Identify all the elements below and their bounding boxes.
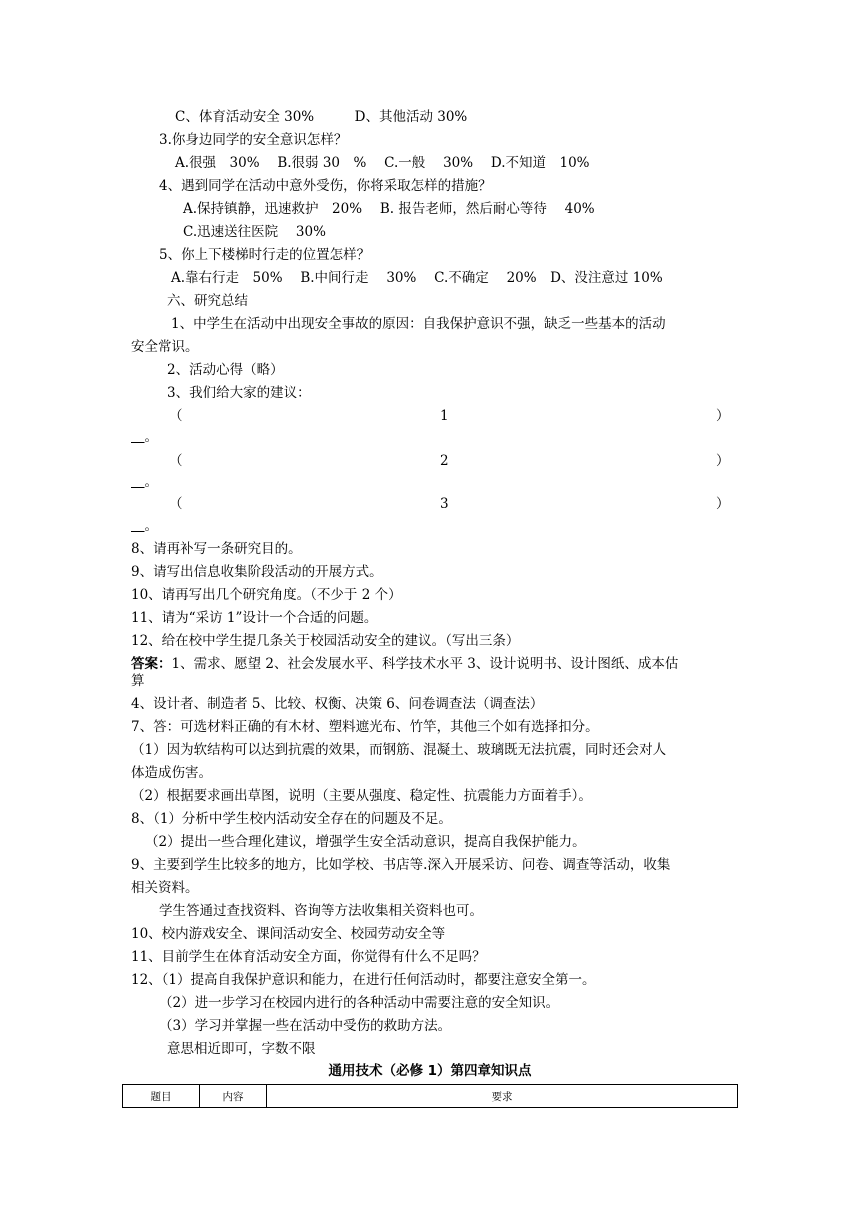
table-header-row (123, 1085, 738, 1108)
suggestion-row-3 (0, 494, 860, 514)
blank-underline: 。 (144, 518, 158, 534)
paren-open: （ (169, 408, 183, 424)
answer-line: 相关资料。 (131, 880, 199, 896)
survey-question-5: 5、你上下楼梯时行走的位置怎样？ (159, 247, 371, 263)
survey-question-4: 4、遇到同学在活动中意外受伤，你将采取怎样的措施？ (159, 178, 492, 194)
summary-item-2: 2、活动心得（略） (167, 362, 284, 378)
answer-line: 8、（1）分析中学生校内活动安全存在的问题及不足。 (131, 811, 452, 827)
answer-line: 10、校内游戏安全、课间活动安全、校园劳动安全等 (131, 926, 446, 942)
answer-line: （3）学习并掌握一些在活动中受伤的救助方法。 (159, 1018, 452, 1034)
answer-label: 答案： (131, 656, 172, 672)
blank-underline: 。 (144, 474, 158, 490)
section-title: 通用技术（必修 1）第四章知识点 (328, 1063, 532, 1079)
survey-option-line: A.很强 30% B.很弱 30 % C.一般 30% D.不知道 10% (175, 155, 590, 171)
answer-line: 12、（1）提高自我保护意识和能力，在进行任何活动时，都要注意安全第一。 (131, 972, 596, 988)
suggestion-number: 3 (440, 496, 449, 512)
table-header-cell: 要求 (267, 1085, 738, 1108)
summary-paragraph: 1、中学生在活动中出现安全事故的原因：自我保护意识不强，缺乏一些基本的活动 (171, 316, 666, 332)
answer-line: 答案：1、需求、愿望 2、社会发展水平、科学技术水平 3、设计说明书、设计图纸、成本估 (131, 656, 679, 672)
answer-line: （2）进一步学习在校园内进行的各种活动中需要注意的安全知识。 (159, 995, 560, 1011)
answer-line: 体造成伤害。 (131, 765, 212, 781)
question-10: 10、请再写出几个研究角度。（不少于 2 个） (131, 587, 402, 603)
survey-question-3: 3.你身边同学的安全意识怎样？ (159, 132, 348, 148)
paren-close: ） (716, 408, 730, 424)
answer-line: 算 (131, 673, 145, 689)
question-12: 12、给在校中学生提几条关于校园活动安全的建议。（写出三条） (131, 633, 520, 649)
paren-close: ） (716, 496, 730, 512)
question-11: 11、请为“采访 1”设计一个合适的问题。 (131, 610, 378, 626)
knowledge-table (122, 1084, 738, 1108)
suggestion-row-1 (0, 406, 860, 426)
paren-open: （ (169, 453, 183, 469)
suggestion-number: 2 (440, 453, 449, 469)
question-8: 8、请再补写一条研究目的。 (131, 541, 302, 557)
summary-item-3: 3、我们给大家的建议： (167, 385, 311, 401)
answer-line: 学生答通过查找资料、咨询等方法收集相关资料也可。 (159, 903, 483, 919)
paren-close: ） (716, 453, 730, 469)
question-9: 9、请写出信息收集阶段活动的开展方式。 (131, 564, 383, 580)
paren-open: （ (169, 496, 183, 512)
survey-option-line: A.靠右行走 50% B.中间行走 30% C.不确定 20% D、没注意过 10% (171, 270, 663, 286)
answer-line: （2）根据要求画出草图，说明（主要从强度、稳定性、抗震能力方面着手）。 (131, 788, 592, 804)
table-header-cell: 内容 (200, 1085, 267, 1108)
summary-paragraph-cont: 安全常识。 (131, 339, 199, 355)
table-header-cell: 题目 (123, 1085, 200, 1108)
answer-line: 4、设计者、制造者 5、比较、权衡、决策 6、问卷调查法（调查法） (131, 696, 544, 712)
section-heading: 六、研究总结 (167, 293, 248, 309)
suggestion-number: 1 (440, 408, 449, 424)
survey-option-line: C、体育活动安全 30% D、其他活动 30% (175, 109, 468, 125)
blank-underline: 。 (144, 429, 158, 445)
answer-line: 9、主要到学生比较多的地方，比如学校、书店等.深入开展采访、问卷、调查等活动，收集 (131, 857, 671, 873)
survey-option-line: A.保持镇静，迅速救护 20% B. 报告老师，然后耐心等待 40% (183, 201, 595, 217)
answer-line: 11、目前学生在体育活动安全方面，你觉得有什么不足吗？ (131, 949, 486, 965)
answer-line: （1）因为软结构可以达到抗震的效果，而钢筋、混凝土、玻璃既无法抗震，同时还会对人 (131, 742, 667, 758)
answer-line: 7、答：可选材料正确的有木材、塑料遮光布、竹竿，其他三个如有选择扣分。 (131, 719, 599, 735)
answer-note: 意思相近即可，字数不限 (167, 1041, 316, 1057)
answer-line: （2）提出一些合理化建议，增强学生安全活动意识，提高自我保护能力。 (145, 834, 586, 850)
survey-option-line: C.迅速送往医院 30% (183, 224, 326, 240)
suggestion-row-2 (0, 451, 860, 471)
